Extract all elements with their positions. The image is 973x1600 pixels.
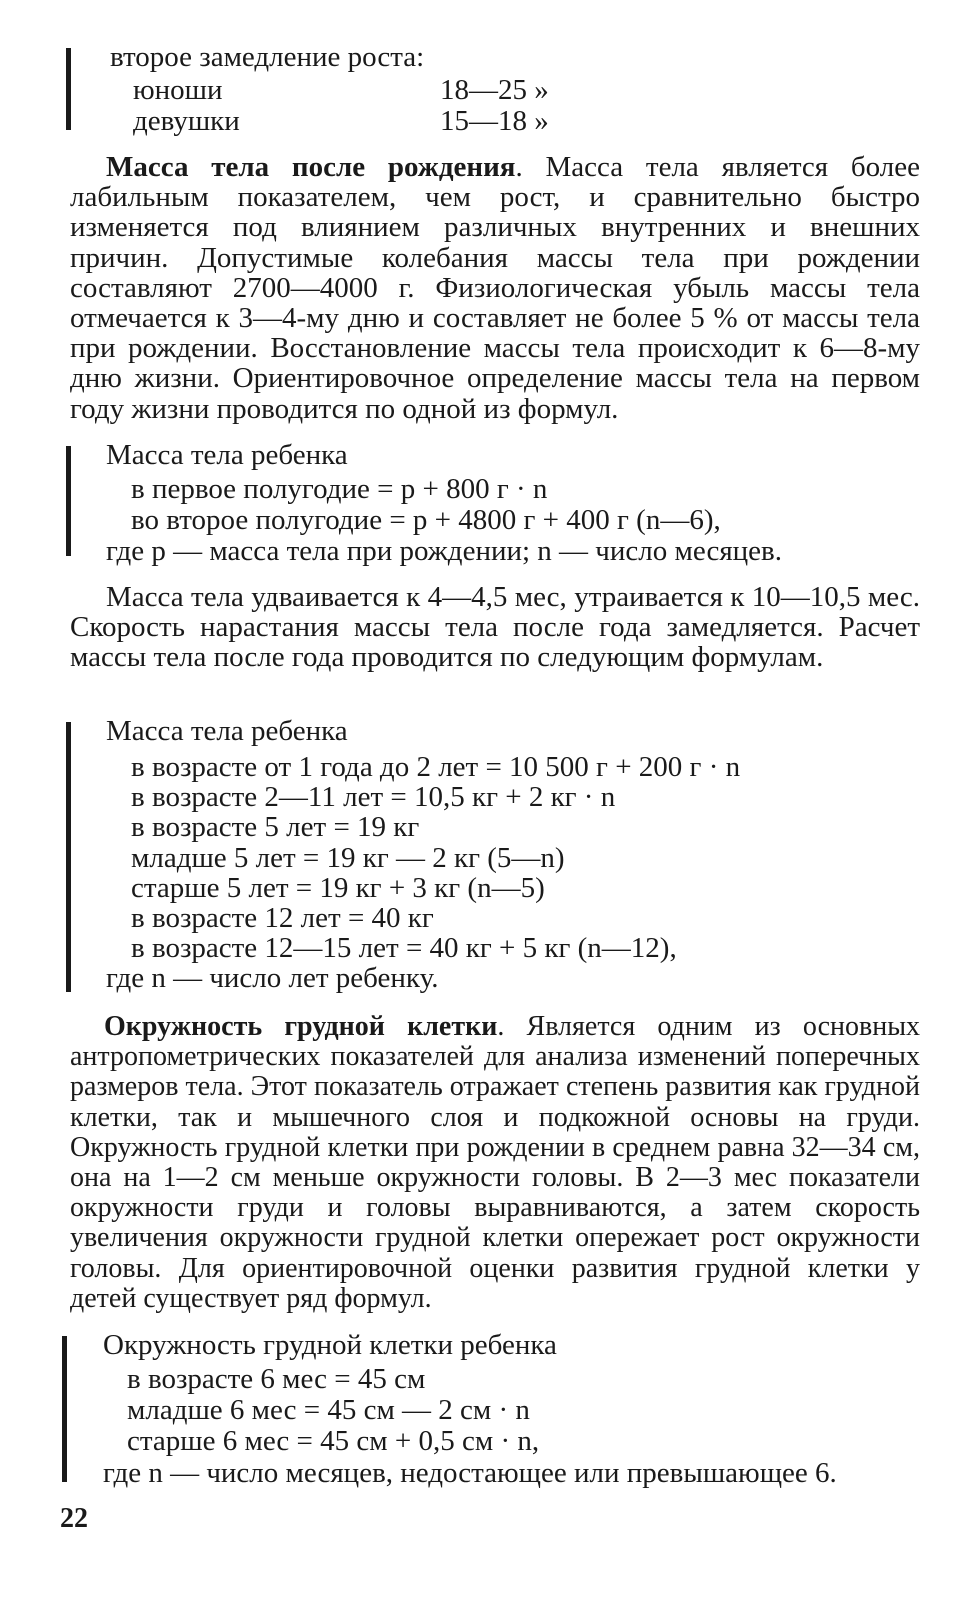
row-label: юноши [133, 74, 223, 106]
paragraph-chest [70, 1012, 920, 1314]
formula-note: где n — число месяцев, недостающее или превышающее 6. [103, 1457, 837, 1489]
row-value: 18—25 » [440, 74, 549, 106]
paragraph-heading: Масса тела после рождения [106, 151, 516, 183]
formula-title: Окружность грудной клетки ребенка [103, 1329, 557, 1361]
formula-title: Масса тела ребенка [106, 439, 348, 471]
formula-bar [66, 48, 71, 130]
paragraph-text: . Является одним из основных антропометрических показателей для анализа изменений поперечных размеров тела. Этот показатель отражает степень развития как грудной клетки, так и мышечного слоя и подкожной основы на груди. Окружность грудной клетки при рождении в среднем равна 32—34 см, она на 1—2 см меньше окружности головы. В 2—3 мес показатели окружности груди и головы выравниваются, а затем скорость увеличения окружности грудной клетки опережает рост окружности головы. Для ориентировочной оценки развития грудной клетки у детей существует ряд формул. [70, 1011, 921, 1314]
formula-bar [62, 1336, 67, 1482]
formula-line: в возрасте 12 лет = 40 кг [131, 902, 434, 934]
formula-note: где n — число лет ребенку. [106, 962, 439, 994]
formula-bar [66, 722, 71, 992]
formula-line: в возрасте 5 лет = 19 кг [131, 811, 420, 843]
paragraph-text: . Масса тела является более лабильным показателем, чем рост, и сравнительно быстро изменяется под влиянием различных внутренних и внешних причин. Допустимые колебания массы тела при рождении составляют 2700—4000 г. Физиологическая убыль массы тела отмечается к 3—4-му дню и составляет не более 5 % от массы тела при рождении. Восстановление массы тела происходит к 6—8-му дню жизни. Ориентировочное определение массы тела на первом году жизни проводится по одной из формул. [70, 151, 920, 425]
paragraph-mass [70, 152, 920, 424]
paragraph-double [70, 582, 920, 673]
block-title: второе замедление роста: [110, 41, 425, 73]
formula-bar [66, 446, 71, 556]
row-label: девушки [133, 105, 240, 137]
page-number: 22 [60, 1503, 88, 1534]
formula-note: где р — масса тела при рождении; n — число месяцев. [106, 535, 782, 567]
formula-line: в возрасте от 1 года до 2 лет = 10 500 г + 200 г · n [131, 751, 741, 783]
formula-title: Масса тела ребенка [106, 715, 348, 747]
formula-line: в возрасте 6 мес = 45 см [127, 1363, 426, 1395]
formula-line: старше 5 лет = 19 кг + 3 кг (n—5) [131, 872, 545, 904]
formula-line: младше 6 мес = 45 см — 2 см · n [127, 1394, 530, 1426]
formula-line: старше 6 мес = 45 см + 0,5 см · n, [127, 1425, 540, 1457]
formula-line: в возрасте 2—11 лет = 10,5 кг + 2 кг · n [131, 781, 616, 813]
paragraph-heading: Окружность грудной клетки [104, 1011, 498, 1042]
formula-line: в первое полугодие = р + 800 г · n [131, 473, 548, 505]
paragraph-text: Масса тела удваивается к 4—4,5 мес, утраивается к 10—10,5 мес. Скорость нарастания массы тела после года замедляется. Расчет массы тела после года проводится по следующим формулам. [70, 581, 920, 674]
formula-line: во второе полугодие = р + 4800 г + 400 г (n—6), [131, 504, 721, 536]
formula-line: в возрасте 12—15 лет = 40 кг + 5 кг (n—12), [131, 932, 677, 964]
formula-line: младше 5 лет = 19 кг — 2 кг (5—n) [131, 842, 565, 874]
row-value: 15—18 » [440, 105, 549, 137]
